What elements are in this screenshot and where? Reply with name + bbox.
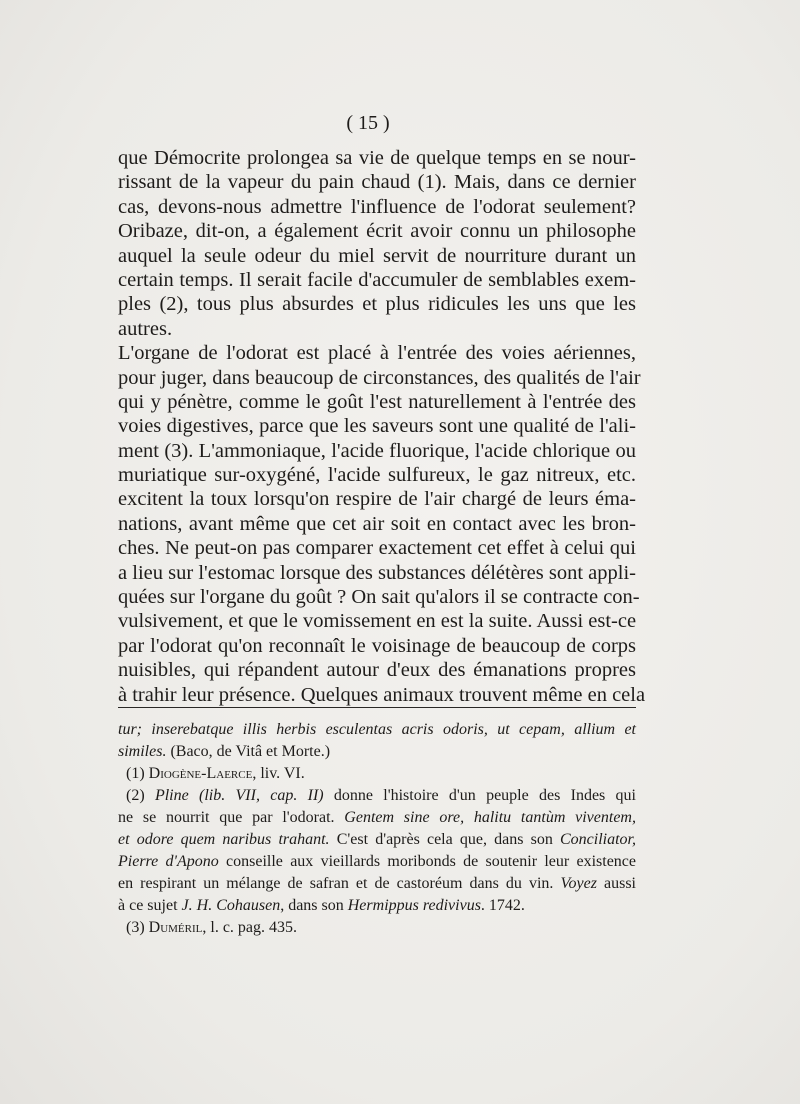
text-line: ment (3). L'ammoniaque, l'acide fluorique, l'acide chlorique ou (118, 439, 636, 462)
footnotes (118, 719, 636, 939)
footnote-author: Diogène-Laerce (148, 765, 253, 782)
footnote-text: , dans son (280, 897, 348, 914)
text-line: ples (2), tous plus absurdes et plus ridicules les uns que les (118, 293, 636, 316)
footnote-label: (2) (126, 787, 155, 804)
text-line: Oribaze, dit-on, a également écrit avoir connu un philosophe (118, 220, 636, 243)
text-line: vulsivement, et que le vomissement en est la suite. Aussi est-ce (118, 610, 637, 633)
text-line: quées sur l'organe du goût ? On sait qu'alors il se contracte con- (118, 586, 640, 609)
text-line: muriatique sur-oxygéné, l'acide sulfureux, le gaz nitreux, etc. (118, 464, 636, 487)
footnote-2-line (118, 829, 636, 851)
footnote-author: Duméril (148, 919, 203, 936)
footnote-text: similes. (118, 743, 167, 760)
text-line: pour juger, dans beaucoup de circonstances, des qualités de l'air (118, 366, 641, 389)
footnote-text: , l. c. pag. 435. (202, 919, 298, 936)
text-line: L'organe de l'odorat est placé à l'entrée des voies aériennes, (118, 342, 636, 365)
footnote-text: conseille aux vieillards moribonds de soutenir leur existence (218, 853, 637, 870)
text-line: nations, avant même que cet air soit en contact avec les bron- (118, 512, 636, 535)
footnote-continuation (118, 741, 636, 763)
footnote-text: Pline (lib. VII, cap. II) (154, 787, 324, 804)
footnote-rule (118, 707, 636, 708)
footnote-text: Conciliator, (560, 831, 637, 848)
footnote-label: (3) (126, 919, 149, 936)
footnote-continuation (118, 719, 636, 741)
footnote-text: Gentem sine ore, halitu tantùm viventem, (344, 809, 636, 826)
footnote-2-line (118, 807, 636, 829)
text-line: ches. Ne peut-on pas comparer exactement cet effet à celui qui (118, 537, 636, 560)
footnote-text: en respirant un mélange de safran et de castoréum dans du vin. (118, 875, 561, 892)
footnote-text: (Baco, de Vitâ et Morte.) (166, 743, 331, 760)
text-line: cas, devons-nous admettre l'influence de l'odorat seulement? (118, 195, 636, 218)
text-line: a lieu sur l'estomac lorsque des substances délétères sont appli- (118, 561, 636, 584)
footnote-1 (118, 763, 636, 785)
text-line: qui y pénètre, comme le goût l'est naturellement à l'entrée des (118, 390, 636, 413)
footnote-2-line (118, 895, 636, 917)
footnote-text: Hermippus redivivus (347, 897, 481, 914)
text-line: à trahir leur présence. Quelques animaux trouvent même en cela (118, 683, 646, 706)
footnote-text: Voyez (560, 875, 597, 892)
footnote-text: donne l'histoire d'un peuple des Indes qui (323, 787, 637, 804)
text-line: voies digestives, parce que les saveurs sont une qualité de l'ali- (118, 415, 636, 438)
footnote-2 (118, 785, 636, 807)
footnote-text: à ce sujet (118, 897, 182, 914)
page-number: ( 15 ) (346, 112, 390, 134)
main-text (118, 146, 646, 707)
text-line: autres. (118, 317, 173, 340)
text-line: certain temps. Il serait facile d'accumuler de semblables exem- (118, 268, 636, 291)
text-line: auquel la seule odeur du miel servit de nourriture durant un (118, 244, 636, 267)
footnote-text: . 1742. (480, 897, 525, 914)
footnote-2-line (118, 851, 636, 873)
footnote-text: Pierre d'Apono (118, 853, 219, 870)
footnote-text: tur; inserebatque illis herbis esculentas acris odoris, ut cepam, allium et (118, 721, 636, 738)
text-line: excitent la toux lorsqu'on respire de l'air chargé de leurs éma- (118, 488, 636, 511)
footnote-text: , liv. VI. (252, 765, 305, 782)
text-line: que Démocrite prolongea sa vie de quelque temps en se nour- (118, 147, 636, 169)
footnote-text: C'est d'après cela que, dans son (329, 831, 560, 848)
footnote-label: (1) (126, 765, 149, 782)
text-line: par l'odorat qu'on reconnaît le voisinage de beaucoup de corps (118, 634, 636, 657)
footnote-text: J. H. Cohausen (181, 897, 281, 914)
text-line: nuisibles, qui répandent autour d'eux des émanations propres (118, 659, 636, 682)
text-line: rissant de la vapeur du pain chaud (1). Mais, dans ce dernier (118, 171, 636, 194)
footnote-2-line (118, 873, 636, 895)
footnote-text: ne se nourrit que par l'odorat. (118, 809, 345, 826)
footnote-text: aussi (596, 875, 636, 892)
footnote-3 (118, 917, 636, 939)
footnote-text: et odore quem naribus trahant. (118, 831, 330, 848)
